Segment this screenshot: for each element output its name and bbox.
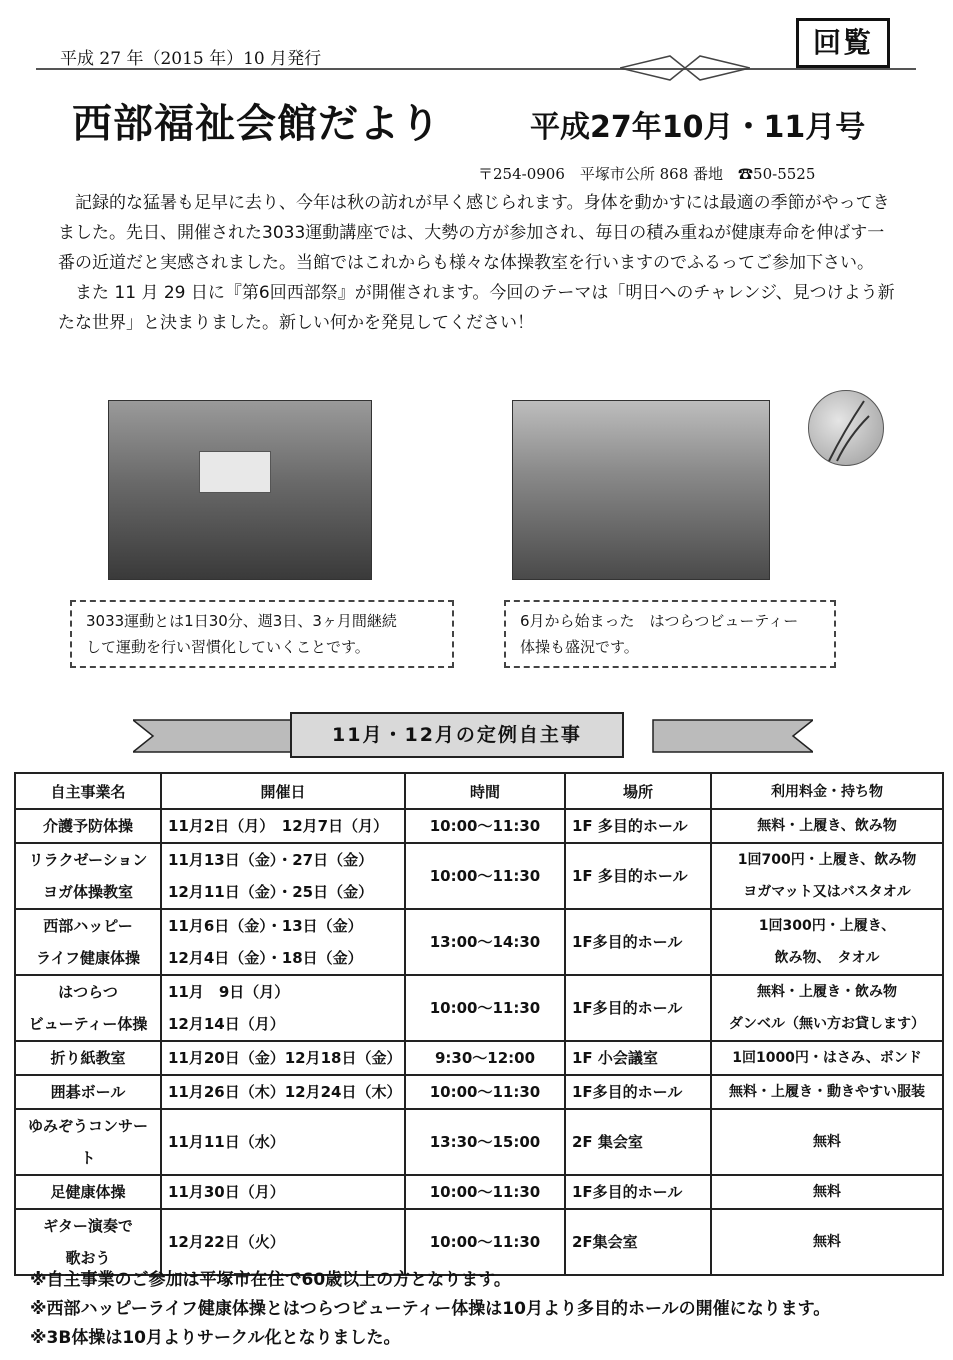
event-dates-cell-line: 12月22日（火） xyxy=(168,1233,285,1251)
event-place-cell-line: 1F 小会議室 xyxy=(572,1049,658,1067)
event-place-cell xyxy=(565,1041,711,1075)
event-dates-cell-line: 11月30日（月） xyxy=(168,1183,285,1201)
event-place-cell-line: 1F 多目的ホール xyxy=(572,817,688,835)
event-time-cell-line: 10:00～11:30 xyxy=(429,1083,541,1101)
table-header-row xyxy=(15,773,943,809)
event-place-cell-line: 1F多目的ホール xyxy=(572,933,683,951)
event-name-cell xyxy=(15,1109,161,1175)
projector-screen xyxy=(199,451,271,493)
event-name-cell-line: リラクゼーション xyxy=(28,851,148,869)
event-dates-cell xyxy=(161,1075,405,1109)
event-fee-cell xyxy=(711,975,943,1041)
event-fee-cell xyxy=(711,1041,943,1075)
event-place-cell xyxy=(565,843,711,909)
caption-3033-line2: して運動を行い習慣化していくことです。 xyxy=(86,638,370,656)
event-place-cell-line: 1F多目的ホール xyxy=(572,999,683,1017)
table-row xyxy=(15,909,943,975)
issue-title: 平成27年10月・11月号 xyxy=(530,110,866,145)
event-dates-cell xyxy=(161,975,405,1041)
event-time-cell-line: 10:00～11:30 xyxy=(429,1183,541,1201)
table-row xyxy=(15,1041,943,1075)
schedule-table-body xyxy=(15,809,943,1275)
event-dates-cell-line: 11月20日（金）12月18日（金） xyxy=(168,1049,402,1067)
event-name-cell xyxy=(15,1175,161,1209)
note-1: ※自主事業のご参加は平塚市在住で60歳以上の方となります。 xyxy=(30,1270,511,1290)
event-time-cell xyxy=(405,975,565,1041)
note-2: ※西部ハッピーライフ健康体操とはつらつビューティー体操は10月より多目的ホールの開催になります。 xyxy=(30,1299,831,1319)
pampas-grass-icon xyxy=(809,391,883,465)
event-fee-cell-line: 無料・上履き、飲み物 xyxy=(757,818,897,834)
event-name-cell-line: 囲碁ボール xyxy=(50,1083,126,1101)
event-dates-cell-line: 11月 9日（月） xyxy=(168,983,290,1001)
event-place-cell xyxy=(565,809,711,843)
event-name-cell-line: ギター演奏で xyxy=(43,1217,133,1235)
table-row xyxy=(15,1075,943,1109)
caption-beauty-line1: 6月から始まった はつらつビューティー xyxy=(520,612,799,630)
notes xyxy=(30,1266,830,1353)
event-dates-cell-line: 11月11日（水） xyxy=(168,1133,285,1151)
event-time-cell-line: 9:30～12:00 xyxy=(434,1049,536,1067)
event-place-cell xyxy=(565,975,711,1041)
intro-paragraph-1: 記録的な猛暑も足早に去り、今年は秋の訪れが早く感じられます。身体を動かすには最適の季節がやってきました。先日、開催された3033運動講座では、大勢の方が参加され、毎日の積み重ねが健康寿命を伸ばす一番の近道だと実感されました。当館ではこれからも様々な体操教室を行いますのでふるってご参加下さい。 xyxy=(58,193,890,273)
intro-paragraph-2: また 11 月 29 日に『第6回西部祭』が開催されます。今回のテーマは「明日へのチャレンジ、見つけよう新たな世界」と決まりました。新しい何かを発見してください！ xyxy=(58,283,895,333)
event-name-cell xyxy=(15,909,161,975)
event-fee-cell xyxy=(711,1109,943,1175)
event-time-cell-line: 10:00～11:30 xyxy=(429,867,541,885)
event-dates-cell-line: 12月14日（月） xyxy=(168,1015,285,1033)
event-fee-cell xyxy=(711,1075,943,1109)
event-dates-cell-line: 11月13日（金）・27日（金） xyxy=(168,851,374,869)
event-fee-cell-line: 無料 xyxy=(813,1234,841,1250)
col-header-date: 開催日 xyxy=(161,773,405,809)
event-dates-cell xyxy=(161,1175,405,1209)
event-dates-cell xyxy=(161,843,405,909)
header-ribbon-line xyxy=(36,68,916,70)
caption-3033 xyxy=(70,600,454,668)
event-time-cell-line: 13:00～14:30 xyxy=(429,933,541,951)
event-fee-cell-line: 1回1000円・はさみ、ボンド xyxy=(732,1050,922,1066)
newsletter-masthead: 西部福祉会館だより xyxy=(72,101,441,147)
event-time-cell xyxy=(405,1075,565,1109)
event-name-cell-line: ヨガ体操教室 xyxy=(42,883,133,901)
event-place-cell-line: 2F 集会室 xyxy=(572,1133,643,1151)
event-place-cell-line: 2F集会室 xyxy=(572,1233,638,1251)
event-dates-cell xyxy=(161,1041,405,1075)
event-dates-cell-line: 12月4日（金）・18日（金） xyxy=(168,949,363,967)
event-name-cell xyxy=(15,975,161,1041)
event-name-cell xyxy=(15,809,161,843)
autumn-moon-illustration xyxy=(808,390,884,466)
event-time-cell xyxy=(405,809,565,843)
event-fee-cell-line: 1回300円・上履き、 xyxy=(758,918,896,934)
event-place-cell xyxy=(565,1175,711,1209)
table-row xyxy=(15,975,943,1041)
event-fee-cell-line: 飲み物、 タオル xyxy=(774,950,880,966)
event-fee-cell xyxy=(711,843,943,909)
col-header-name: 自主事業名 xyxy=(15,773,161,809)
kairan-stamp: 回覧 xyxy=(796,18,890,68)
address-line: 〒254-0906 平塚市公所 868 番地 ☎50-5525 xyxy=(478,165,816,183)
event-name-cell-line: 歌おう xyxy=(65,1249,111,1267)
col-header-place: 場所 xyxy=(565,773,711,809)
event-name-cell-line: 西部ハッピー xyxy=(43,917,133,935)
event-time-cell xyxy=(405,1175,565,1209)
event-place-cell-line: 1F 多目的ホール xyxy=(572,867,688,885)
event-fee-cell xyxy=(711,909,943,975)
event-fee-cell-line: 無料・上履き・動きやすい服装 xyxy=(729,1084,925,1100)
note-3: ※3B体操は10月よりサークル化となりました。 xyxy=(30,1328,401,1348)
ribbon-bow-icon xyxy=(620,50,750,90)
event-dates-cell-line: 12月11日（金）・25日（金） xyxy=(168,883,374,901)
event-name-cell-line: 介護予防体操 xyxy=(42,817,133,835)
table-row xyxy=(15,1175,943,1209)
event-time-cell-line: 10:00～11:30 xyxy=(429,999,541,1017)
event-time-cell-line: 13:30～15:00 xyxy=(429,1133,541,1151)
event-fee-cell xyxy=(711,809,943,843)
event-time-cell xyxy=(405,1109,565,1175)
event-time-cell-line: 10:00～11:30 xyxy=(429,1233,541,1251)
event-dates-cell xyxy=(161,1109,405,1175)
event-name-cell-line: 折り紙教室 xyxy=(50,1049,126,1067)
event-fee-cell-line: 1回700円・上履き、飲み物 xyxy=(737,852,917,868)
caption-beauty-exercise xyxy=(504,600,836,668)
event-name-cell xyxy=(15,1075,161,1109)
intro-text xyxy=(58,188,898,338)
section-title: 11月・12月の定例自主事 xyxy=(290,712,624,758)
exercise-class-photo xyxy=(512,400,770,580)
caption-3033-line1: 3033運動とは1日30分、週3日、3ヶ月間継続 xyxy=(86,612,397,630)
event-place-cell xyxy=(565,1109,711,1175)
table-row xyxy=(15,809,943,843)
event-fee-cell-line: ダンベル（無い方お貸します） xyxy=(728,1016,926,1032)
event-dates-cell xyxy=(161,809,405,843)
event-time-cell xyxy=(405,909,565,975)
col-header-time: 時間 xyxy=(405,773,565,809)
event-place-cell-line: 1F多目的ホール xyxy=(572,1183,683,1201)
event-dates-cell xyxy=(161,909,405,975)
event-name-cell-line: ビューティー体操 xyxy=(28,1015,148,1033)
event-name-cell-line: はつらつ xyxy=(58,983,118,1001)
event-fee-cell-line: 無料 xyxy=(813,1134,841,1150)
event-name-cell-line: 足健康体操 xyxy=(50,1183,126,1201)
event-place-cell-line: 1F多目的ホール xyxy=(572,1083,683,1101)
event-fee-cell xyxy=(711,1175,943,1209)
event-name-cell-line: ライフ健康体操 xyxy=(35,949,141,967)
event-dates-cell-line: 11月6日（金）・13日（金） xyxy=(168,917,363,935)
col-header-fee: 利用料金・持ち物 xyxy=(711,773,943,809)
issue-date-line: 平成 27 年（2015 年）10 月発行 xyxy=(60,49,322,69)
event-fee-cell-line: 無料・上履き・飲み物 xyxy=(757,984,897,1000)
event-dates-cell-line: 11月26日（木）12月24日（木） xyxy=(168,1083,402,1101)
event-time-cell xyxy=(405,1041,565,1075)
table-row xyxy=(15,1109,943,1175)
event-fee-cell-line: ヨガマット又はバスタオル xyxy=(743,884,911,900)
event-place-cell xyxy=(565,909,711,975)
event-time-cell xyxy=(405,843,565,909)
schedule-table xyxy=(14,772,944,1276)
table-row xyxy=(15,843,943,909)
caption-beauty-line2: 体操も盛況です。 xyxy=(520,638,639,656)
event-place-cell xyxy=(565,1075,711,1109)
event-fee-cell-line: 無料 xyxy=(813,1184,841,1200)
event-name-cell xyxy=(15,1041,161,1075)
event-name-cell xyxy=(15,843,161,909)
event-dates-cell-line: 11月2日（月） 12月7日（月） xyxy=(168,817,389,835)
lecture-hall-photo xyxy=(108,400,372,580)
event-name-cell-line: ゆみぞうコンサート xyxy=(27,1117,148,1167)
event-time-cell-line: 10:00～11:30 xyxy=(429,817,541,835)
